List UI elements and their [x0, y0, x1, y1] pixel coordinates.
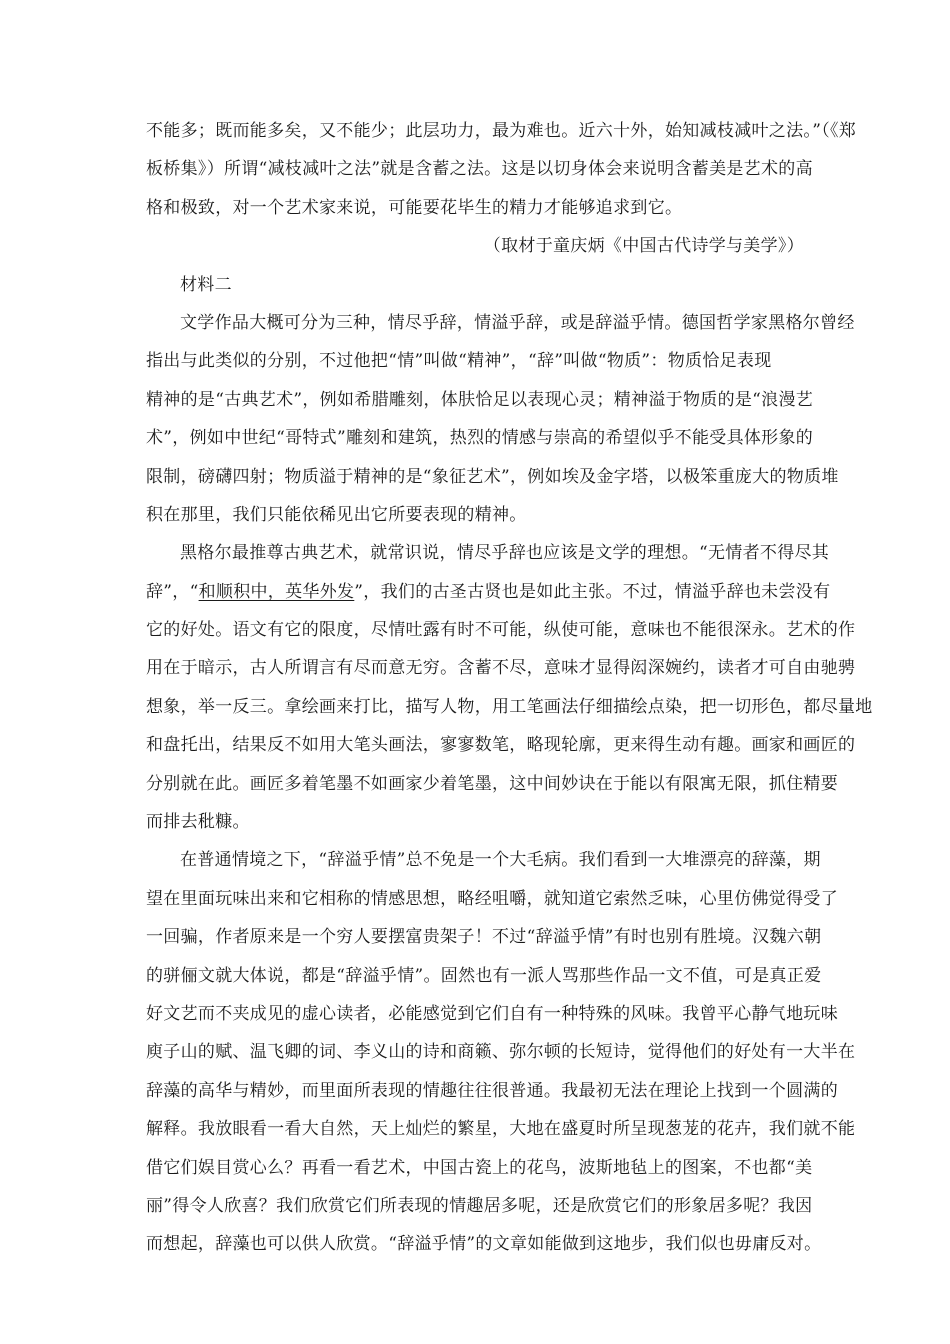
- text-line: 指出与此类似的分别，不过他把“情”叫做“精神”，“辞”叫做“物质”：物质恰足表现: [146, 351, 772, 372]
- paragraph-1: [146, 112, 857, 227]
- text-line: 辞藻的高华与精妙，而里面所表现的情趣往往很普通。我最初无法在理论上找到一个圆满的: [146, 1080, 838, 1101]
- text-fragment: ”，我们的古圣古贤也是如此主张。不过，情溢乎辞也未尝没有: [354, 581, 831, 602]
- text-line: 想象，举一反三。拿绘画来打比，描写人物，用工笔画法仔细描绘点染，把一切形色，都尽量地: [146, 696, 873, 717]
- text-line: 丽”得令人欣喜？我们欣赏它们所表现的情趣居多呢，还是欣赏它们的形象居多呢？我因: [146, 1195, 813, 1216]
- text-fragment: 辞”，“: [146, 581, 199, 602]
- text-line: 一回骗，作者原来是一个穷人要摆富贵架子！不过“辞溢乎情”有时也别有胜境。汉魏六朝: [146, 927, 822, 948]
- text-line: 黑格尔最推尊古典艺术，就常识说，情尽乎辞也应该是文学的理想。“无情者不得尽其: [180, 543, 830, 564]
- text-line: 解释。我放眼看一看大自然，天上灿烂的繁星，大地在盛夏时所呈现葱茏的花卉，我们就不能: [146, 1119, 856, 1140]
- text-line: 和盘托出，结果反不如用大笔头画法，寥寥数笔，略现轮廓，更来得生动有趣。画家和画匠的: [146, 735, 856, 756]
- text-line: 它的好处。语文有它的限度，尽情吐露有时不可能，纵使可能，意味也不能很深永。艺术的作: [146, 620, 856, 641]
- text-line: 而想起，辞藻也可以供人欣赏。“辞溢乎情”的文章如能做到这地步，我们似也毋庸反对。: [146, 1234, 822, 1255]
- text-line: 用在于暗示，古人所谓言有尽而意无穷。含蓄不尽，意味才显得闳深婉约，读者才可自由驰骋: [146, 658, 856, 679]
- text-line: 精神的是“古典艺术”，例如希腊雕刻，体肤恰足以表现心灵；精神溢于物质的是“浪漫艺: [146, 389, 814, 410]
- text-line: 的骈俪文就大体说，都是“辞溢乎情”。固然也有一派人骂那些作品一文不值，可是真正爱: [146, 965, 822, 986]
- paragraph-3: [146, 534, 873, 841]
- paragraph-4: [146, 841, 856, 1263]
- text-line: 限制，磅礴四射；物质溢于精神的是“象征艺术”，例如埃及金字塔，以极笨重庞大的物质堆: [146, 466, 839, 487]
- paragraph-2: [146, 304, 855, 534]
- text-line: 而排去秕糠。: [146, 812, 250, 833]
- text-line: 文学作品大概可分为三种，情尽乎辞，情溢乎辞，或是辞溢乎情。德国哲学家黑格尔曾经: [180, 312, 855, 333]
- text-line: 分别就在此。画匠多着笔墨不如画家少着笔墨，这中间妙诀在于能以有限寓无限，抓住精要: [146, 773, 838, 794]
- text-line: 积在那里，我们只能依稀见出它所要表现的精神。: [146, 504, 527, 525]
- text-line: 格和极致，对一个艺术家来说，可能要花毕生的精力才能够追求到它。: [146, 197, 683, 218]
- section-heading: 材料二: [180, 274, 232, 295]
- text-line: 望在里面玩味出来和它相称的情感思想，略经咀嚼，就知道它索然乏味，心里仿佛觉得受了: [146, 888, 838, 909]
- text-line: [146, 573, 831, 611]
- text-line: 不能多；既而能多矣，又不能少；此层功力，最为难也。近六十外，始知减枝减叶之法。”（《郑: [146, 121, 857, 141]
- source-citation: （取材于童庆炳《中国古代诗学与美学》）: [483, 236, 804, 257]
- underlined-quote: 和顺积中，英华外发: [198, 581, 355, 602]
- text-line: 板桥集》）所谓“减枝减叶之法”就是含蓄之法。这是以切身体会来说明含蓄美是艺术的高: [146, 159, 813, 180]
- text-line: 术”，例如中世纪“哥特式”雕刻和建筑，热烈的情感与崇高的希望似乎不能受具体形象的: [146, 428, 814, 449]
- text-line: 好文艺而不夹成见的虚心读者，必能感觉到它们自有一种特殊的风味。我曾平心静气地玩味: [146, 1003, 838, 1024]
- document-page: [146, 112, 873, 1264]
- text-line: 在普通情境之下，“辞溢乎情”总不免是一个大毛病。我们看到一大堆漂亮的辞藻，期: [180, 850, 821, 871]
- text-line: 借它们娱目赏心么？再看一看艺术，中国古瓷上的花鸟，波斯地毡上的图案，不也都“美: [146, 1157, 813, 1178]
- text-line: 庾子山的赋、温飞卿的词、李义山的诗和商籁、弥尔顿的长短诗，觉得他们的好处有一大半在: [146, 1042, 856, 1063]
